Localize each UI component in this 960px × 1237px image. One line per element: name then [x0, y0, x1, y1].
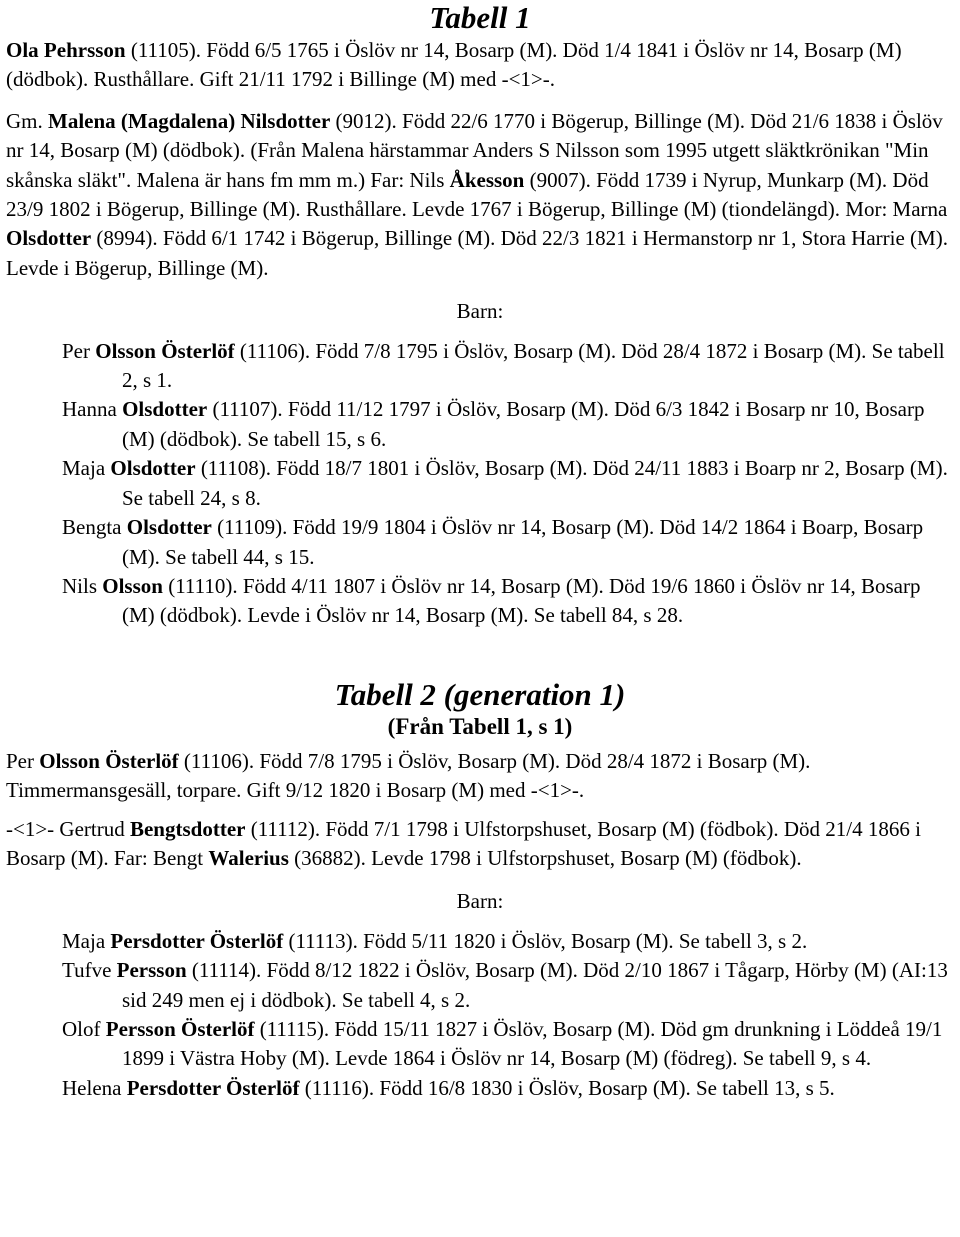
text-run: Maja	[62, 928, 111, 953]
text-run: (11112). Född 7/1 1798 i Ulfstorpshuset, Bosarp (M) (födbok). Död 21/4 1866 i Bosarp (M). Far: Bengt	[6, 816, 921, 870]
name-bold: Persson	[116, 958, 187, 983]
tabell-2-section	[6, 677, 954, 1103]
text-run: Bengta	[62, 515, 127, 540]
text-run: (11108). Född 18/7 1801 i Öslöv, Bosarp (M). Död 24/11 1883 i Boarp nr 2, Bosarp (M). Se tabell 24, s 8.	[122, 456, 948, 510]
name-bold: Bengtsdotter	[129, 816, 246, 841]
text-run: Tufve	[62, 958, 117, 983]
child-entry	[62, 956, 954, 1015]
text-run: Helena	[62, 1075, 127, 1100]
text-run: (9007). Född 1739 i Nyrup, Munkarp (M). Död 23/9 1802 i Bögerup, Billinge (M). Rusthållare. Levde 1767 i Bögerup, Billinge (M) (tiondelängd). Mor: Marna	[6, 167, 948, 222]
tabell-2-children-list	[6, 927, 954, 1103]
text-run: Maja	[62, 456, 111, 481]
child-entry	[62, 572, 954, 631]
text-run: (11116). Född 16/8 1830 i Öslöv, Bosarp (M). Se tabell 13, s 5.	[299, 1075, 835, 1100]
name-bold: Malena (Magdalena) Nilsdotter	[48, 108, 331, 133]
tabell-1-title: Tabell 1	[429, 0, 531, 35]
tabell-2-barn-label: Barn:	[456, 889, 504, 914]
name-bold: Olsdotter	[6, 226, 92, 251]
text-run: Nils	[62, 573, 103, 598]
tabell-1-children-list	[6, 337, 954, 631]
text-run: (36882). Levde 1798 i Ulfstorpshuset, Bosarp (M) (födbok).	[288, 845, 802, 870]
text-run: (11115). Född 15/11 1827 i Öslöv, Bosarp (M). Död gm drunkning i Löddeå 19/1 1899 i Västra Hoby (M). Levde 1864 i Öslöv nr 14, Bosarp (M) (födreg). Se tabell 9, s 4.	[122, 1016, 943, 1071]
text-run: (9012). Född 22/6 1770 i Bögerup, Billinge (M). Död 21/6 1838 i Öslöv nr 14, Bosarp (M) (dödbok). (Från Malena härstammar Anders S Nilsson som 1995 utgett släktkrönikan "Min skånska släkt". Malena är hans fm mm m.) Far: Nils	[6, 108, 943, 192]
text-run: (8994). Född 6/1 1742 i Bögerup, Billinge (M). Död 22/3 1821 i Hermanstorp nr 1, Stora Harrie (M). Levde i Bögerup, Billinge (M).	[6, 226, 948, 280]
text-run: Olof	[62, 1016, 106, 1041]
text-run: Per	[6, 748, 40, 773]
tabell-2-title: Tabell 2 (generation 1)	[334, 676, 626, 712]
name-bold: Olsson Österlöf	[39, 748, 179, 773]
text-run: (11106). Född 7/8 1795 i Öslöv, Bosarp (M). Död 28/4 1872 i Bosarp (M). Se tabell 2, s 1.	[122, 338, 945, 393]
text-run: (11109). Född 19/9 1804 i Öslöv nr 14, Bosarp (M). Död 14/2 1864 i Boarp, Bosarp (M). Se tabell 44, s 15.	[122, 515, 924, 569]
text-run: (11113). Född 5/11 1820 i Öslöv, Bosarp (M). Se tabell 3, s 2.	[283, 928, 808, 953]
text-run: (11106). Född 7/8 1795 i Öslöv, Bosarp (M). Död 28/4 1872 i Bosarp (M). Timmermansgesäll, torpare. Gift 9/12 1820 i Bosarp (M) med -<1>-.	[6, 748, 811, 803]
text-run: (11105). Född 6/5 1765 i Öslöv nr 14, Bosarp (M). Död 1/4 1841 i Öslöv nr 14, Bosarp (M) (dödbok). Rusthållare. Gift 21/11 1792 i Billinge (M) med -<1>-.	[6, 38, 902, 92]
name-bold: Walerius	[208, 845, 289, 870]
child-entry	[62, 1015, 954, 1074]
child-entry	[62, 395, 954, 454]
name-bold: Persson Österlöf	[105, 1016, 255, 1041]
child-entry	[62, 1074, 954, 1103]
tabell-1-spouse	[6, 107, 954, 283]
name-bold: Olsdotter	[110, 456, 196, 481]
name-bold: Olsdotter	[126, 515, 212, 540]
name-bold: Åkesson	[449, 167, 525, 192]
tabell-2-subtitle: (Från Tabell 1, s 1)	[387, 713, 573, 739]
child-entry	[62, 337, 954, 396]
name-bold: Ola Pehrsson	[6, 38, 126, 62]
child-entry	[62, 513, 954, 572]
text-run: Hanna	[62, 397, 123, 422]
child-entry	[62, 454, 954, 513]
text-run: (11110). Född 4/11 1807 i Öslöv nr 14, Bosarp (M). Död 19/6 1860 i Öslöv nr 14, Bosarp (M) (dödbok). Levde i Öslöv nr 14, Bosarp (M). Se tabell 84, s 28.	[122, 573, 921, 628]
text-run: (11114). Född 8/12 1822 i Öslöv, Bosarp (M). Död 2/10 1867 i Tågarp, Hörby (M) (AI:13 sid 249 men ej i dödbok). Se tabell 4, s 2.	[122, 958, 948, 1012]
name-bold: Persdotter Österlöf	[126, 1075, 300, 1100]
tabell-1-barn-label: Barn:	[456, 299, 504, 324]
name-bold: Olsdotter	[122, 397, 208, 422]
text-run: Per	[62, 338, 96, 363]
text-run: Gm.	[6, 108, 48, 133]
tabell-1-head-person	[6, 36, 954, 95]
name-bold: Olsson	[102, 573, 163, 598]
text-run: (11107). Född 11/12 1797 i Öslöv, Bosarp (M). Död 6/3 1842 i Bosarp nr 10, Bosarp (M) (dödbok). Se tabell 15, s 6.	[122, 397, 925, 451]
name-bold: Olsson Österlöf	[95, 338, 235, 363]
tabell-2-spouse	[6, 815, 954, 874]
tabell-2-head-person	[6, 747, 954, 806]
text-run: -<1>- Gertrud	[6, 816, 130, 841]
child-entry	[62, 927, 954, 956]
name-bold: Persdotter Österlöf	[110, 928, 284, 953]
